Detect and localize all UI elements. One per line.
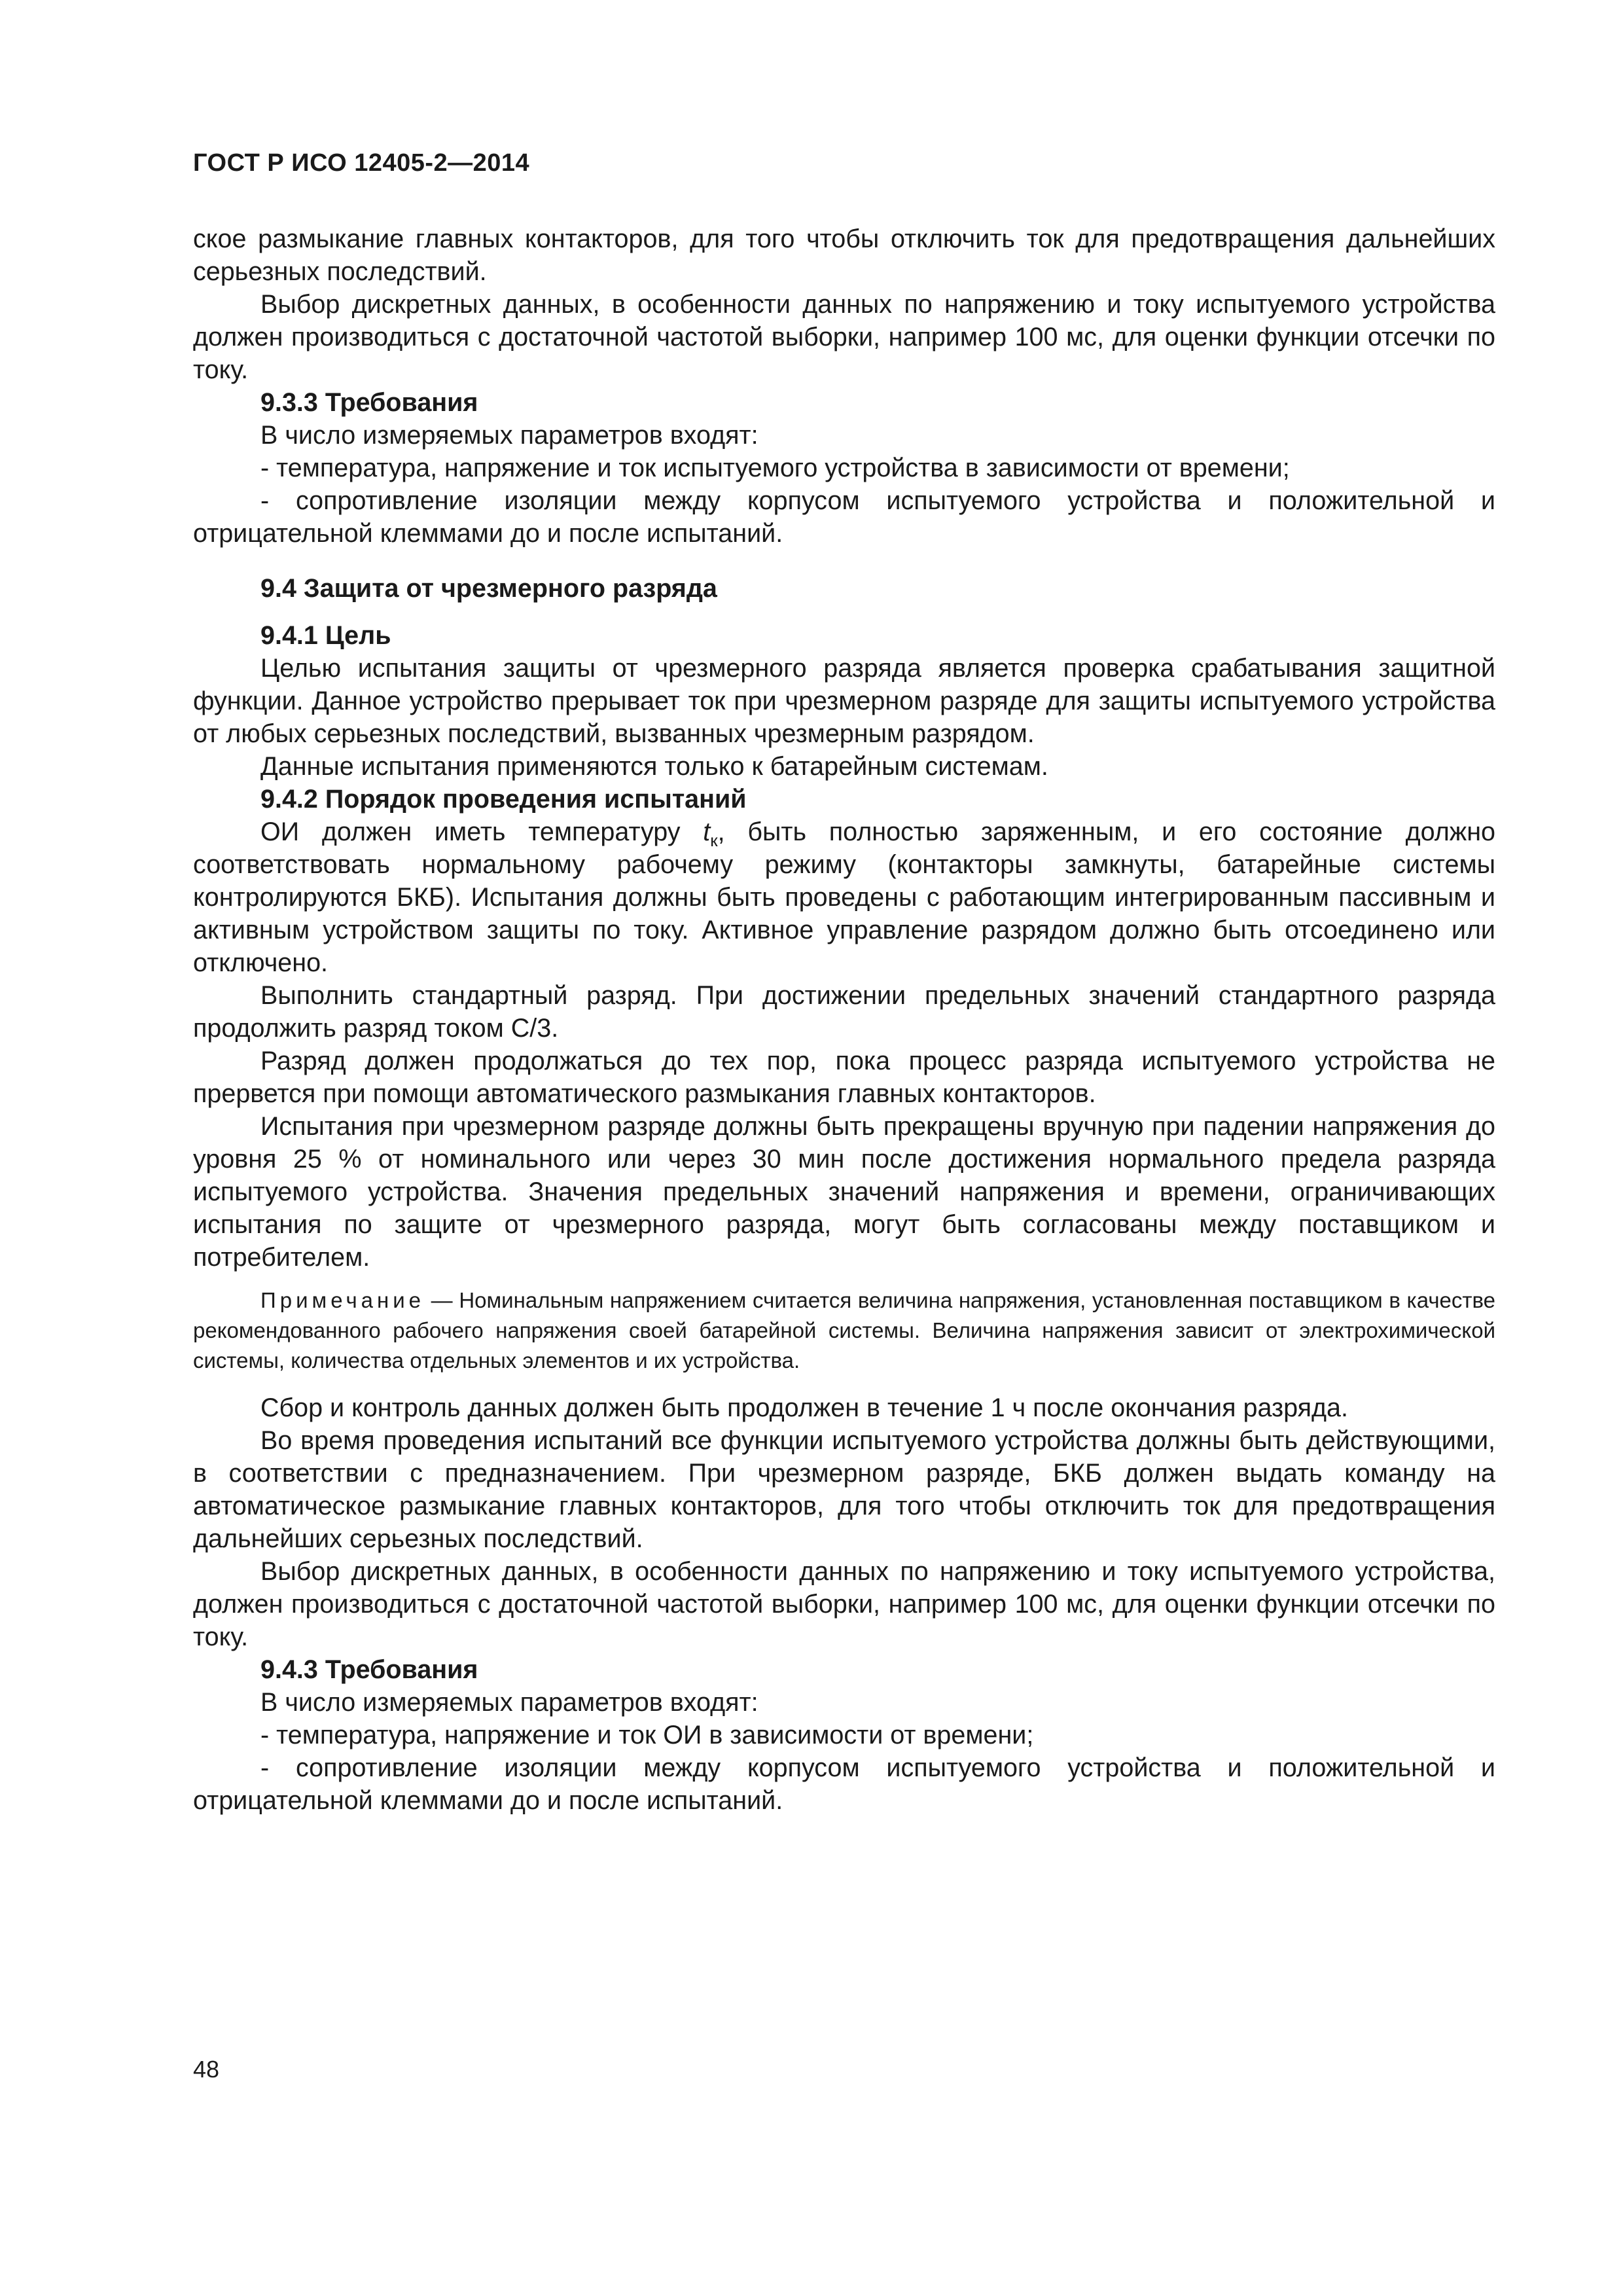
heading-9-4-1: 9.4.1 Цель <box>260 621 391 650</box>
temperature-variable: t <box>703 817 711 846</box>
paragraph-termination: Испытания при чрезмерном разряде должны быть прекращены вручную при падении напряжения до уровня 25 % от номинального или через 30 мин после достижения нормального предела разряда испытуемого устройства. Значения предельных значений напряжения и времени, ограничивающих испытания по защите от чрезмерного разряда, могут быть согласованы между поставщиком и потребителем. <box>193 1112 1495 1272</box>
paragraph-applicability: Данные испытания применяются только к батарейным системам. <box>260 752 1048 781</box>
document-body <box>193 223 1495 1817</box>
list-item-insulation: - сопротивление изоляции между корпусом испытуемого устройства и положительной и отрицательной клеммами до и после испытаний. <box>193 486 1495 548</box>
paragraph-data-collection: Сбор и контроль данных должен быть продолжен в течение 1 ч после окончания разряда. <box>260 1393 1348 1422</box>
paragraph-dut-state-end: , быть полностью заряженным, и его состояние должно соответствовать нормальному рабочему режиму (контакторы замкнуты, батарейные системы контролируются БКБ). Испытания должны быть проведены с работающим интегрированным пассивным и активным устройством защиты по току. Активное управление разрядом должно быть отсоединено или отключено. <box>193 817 1495 977</box>
paragraph-continuation: ское размыкание главных контакторов, для того чтобы отключить ток для предотвращения дальнейших серьезных последствий. <box>193 224 1495 286</box>
paragraph-params-intro-2: В число измеряемых параметров входят: <box>260 1688 758 1717</box>
heading-9-4-2: 9.4.2 Порядок проведения испытаний <box>260 785 747 814</box>
heading-9-4: 9.4 Защита от чрезмерного разряда <box>260 574 717 603</box>
heading-9-4-3: 9.4.3 Требования <box>260 1655 478 1684</box>
note-label: Примечание <box>260 1288 425 1312</box>
paragraph-dut-state-start: ОИ должен иметь температуру <box>260 817 704 846</box>
paragraph-sampling-2: Выбор дискретных данных, в особенности данных по напряжению и току испытуемого устройства, должен производиться с достаточной частотой выборки, например 100 мс, для оценки функции отсечки по току. <box>193 1557 1495 1651</box>
page-number: 48 <box>193 2056 220 2083</box>
list-item-temperature-2: - температура, напряжение и ток ОИ в зависимости от времени; <box>260 1721 1034 1749</box>
note <box>193 1285 1495 1376</box>
paragraph-dut-state <box>193 816 1495 979</box>
paragraph-goal: Целью испытания защиты от чрезмерного разряда является проверка срабатывания защитной функции. Данное устройство прерывает ток при чрезмерном разряде для защиты испытуемого устройства от любых серьезных последствий, вызванных чрезмерным разрядом. <box>193 654 1495 748</box>
paragraph-params-intro: В число измеряемых параметров входят: <box>260 421 758 450</box>
list-item-insulation-2: - сопротивление изоляции между корпусом испытуемого устройства и положительной и отрицательной клеммами до и после испытаний. <box>193 1753 1495 1815</box>
paragraph-standard-discharge: Выполнить стандартный разряд. При достижении предельных значений стандартного разряда продолжить разряд током С/3. <box>193 981 1495 1043</box>
heading-9-3-3: 9.3.3 Требования <box>260 388 478 417</box>
temperature-subscript: к <box>710 830 718 850</box>
paragraph-discharge-continue: Разряд должен продолжаться до тех пор, пока процесс разряда испытуемого устройства не прервется при помощи автоматического размыкания главных контакторов. <box>193 1047 1495 1108</box>
paragraph-functions: Во время проведения испытаний все функции испытуемого устройства должны быть действующими, в соответствии с предназначением. При чрезмерном разряде, БКБ должен выдать команду на автоматическое размыкание главных контакторов, для того чтобы отключить ток для предотвращения дальнейших серьезных последствий. <box>193 1426 1495 1553</box>
document-header: ГОСТ Р ИСО 12405-2—2014 <box>193 149 530 177</box>
list-item-temperature: - температура, напряжение и ток испытуемого устройства в зависимости от времени; <box>260 454 1290 482</box>
note-text: — Номинальным напряжением считается величина напряжения, установленная поставщиком в качестве рекомендованного рабочего напряжения своей батарейной системы. Величина напряжения зависит от электрохимической системы, количества отдельных элементов и их устройства. <box>193 1288 1495 1372</box>
paragraph-sampling: Выбор дискретных данных, в особенности данных по напряжению и току испытуемого устройства должен производиться с достаточной частотой выборки, например 100 мс, для оценки функции отсечки по току. <box>193 290 1495 384</box>
